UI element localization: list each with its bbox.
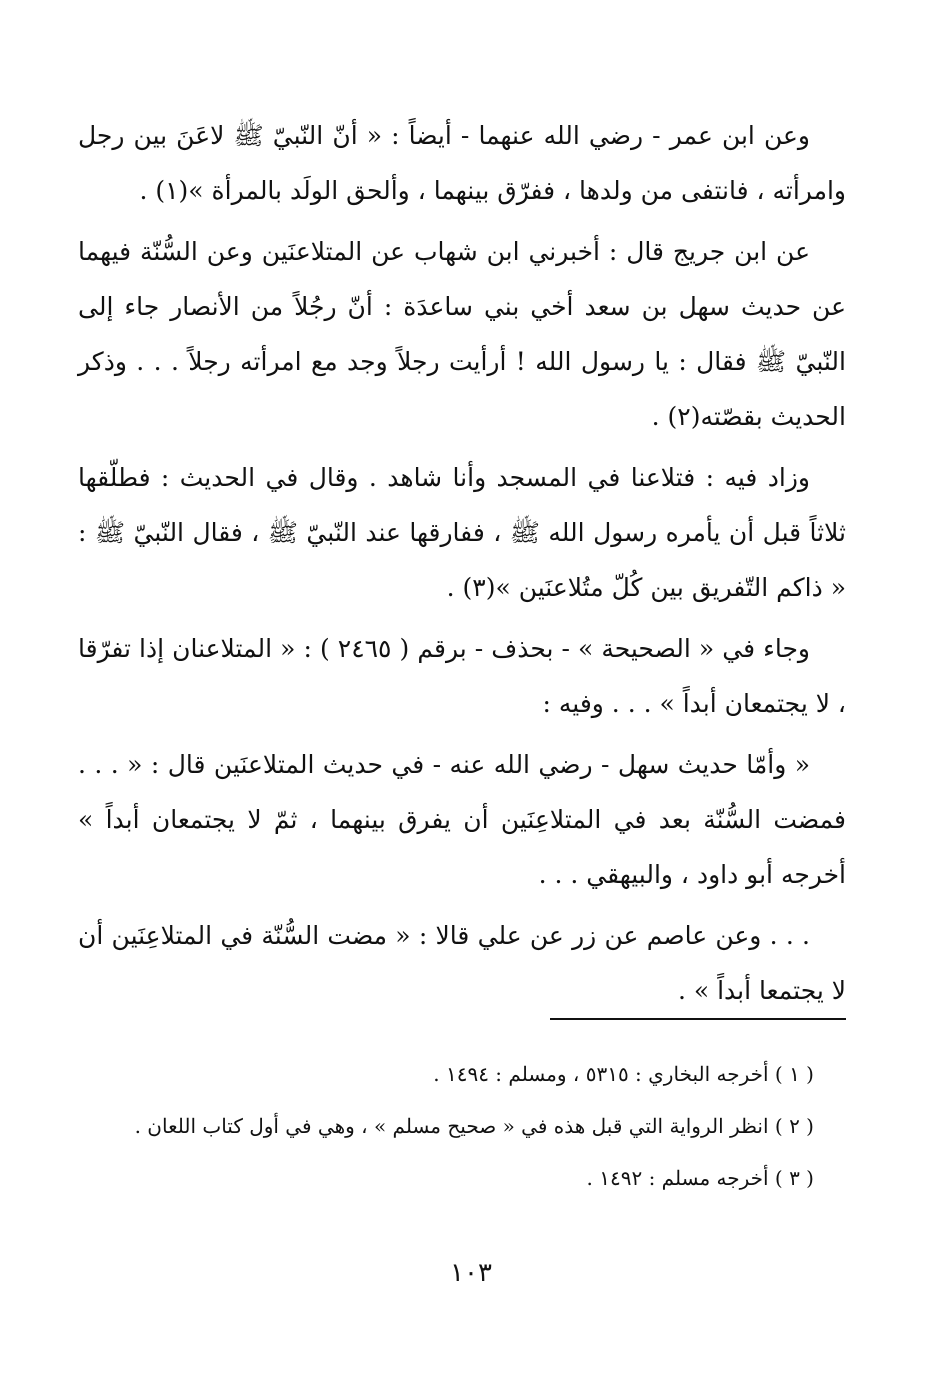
footnote-separator bbox=[550, 1018, 846, 1020]
footnote-3: ( ٣ ) أخرجه مسلم : ١٤٩٢ . bbox=[586, 1166, 814, 1190]
paragraph-1: وعن ابن عمر - رضي الله عنهما - أيضاً : « أنّ النّبيّ ﷺ لاعَنَ بين رجل وامرأته ، فانتفى من ولدها ، ففرّق بينهما ، وألحق الولَد بالمرأة »(١) . bbox=[78, 121, 846, 205]
footnote-2: ( ٢ ) انظر الرواية التي قبل هذه في « صحيح مسلم » ، وهي في أول كتاب اللعان . bbox=[134, 1114, 814, 1138]
page-number: ١٠٣ bbox=[450, 1258, 492, 1288]
footnote-1: ( ١ ) أخرجه البخاري : ٥٣١٥ ، ومسلم : ١٤٩٤ . bbox=[433, 1062, 814, 1086]
paragraph-3: وزاد فيه : فتلاعنا في المسجد وأنا شاهد . وقال في الحديث : فطلّقها ثلاثاً قبل أن يأمره رسول الله ﷺ ، ففارقها عند النّبيّ ﷺ ، فقال النّبيّ ﷺ : « ذاكم التّفريق بين كُلّ متُلاعنَين »(٣) . bbox=[78, 463, 846, 602]
paragraph-5: « وأمّا حديث سهل - رضي الله عنه - في حديث المتلاعنَين قال : « . . . فمضت السُّنّة بعد في المتلاعِنَين أن يفرق بينهما ، ثمّ لا يجتمعان أبداً » أخرجه أبو داود ، والبيهقي . . . bbox=[78, 750, 846, 889]
paragraph-6: . . . وعن عاصم عن زر عن علي قالا : « مضت السُّنّة في المتلاعِنَين أن لا يجتمعا أبداً » . bbox=[78, 921, 846, 1005]
paragraph-4: وجاء في « الصحيحة » - بحذف - برقم ( ٢٤٦٥ ) : « المتلاعنان إذا تفرّقا ، لا يجتمعان أبداً » . . . وفيه : bbox=[78, 634, 846, 718]
footnotes bbox=[78, 1048, 814, 1204]
main-text bbox=[78, 108, 846, 1024]
paragraph-2: عن ابن جريج قال : أخبرني ابن شهاب عن المتلاعنَين وعن السُّنّة فيهما عن حديث سهل بن سعد أخي بني ساعدَة : أنّ رجُلاً من الأنصار جاء إلى النّبيّ ﷺ فقال : يا رسول الله ! أرأيت رجلاً وجد مع امرأته رجلاً . . . وذكر الحديث بقصّته(٢) . bbox=[78, 237, 846, 431]
